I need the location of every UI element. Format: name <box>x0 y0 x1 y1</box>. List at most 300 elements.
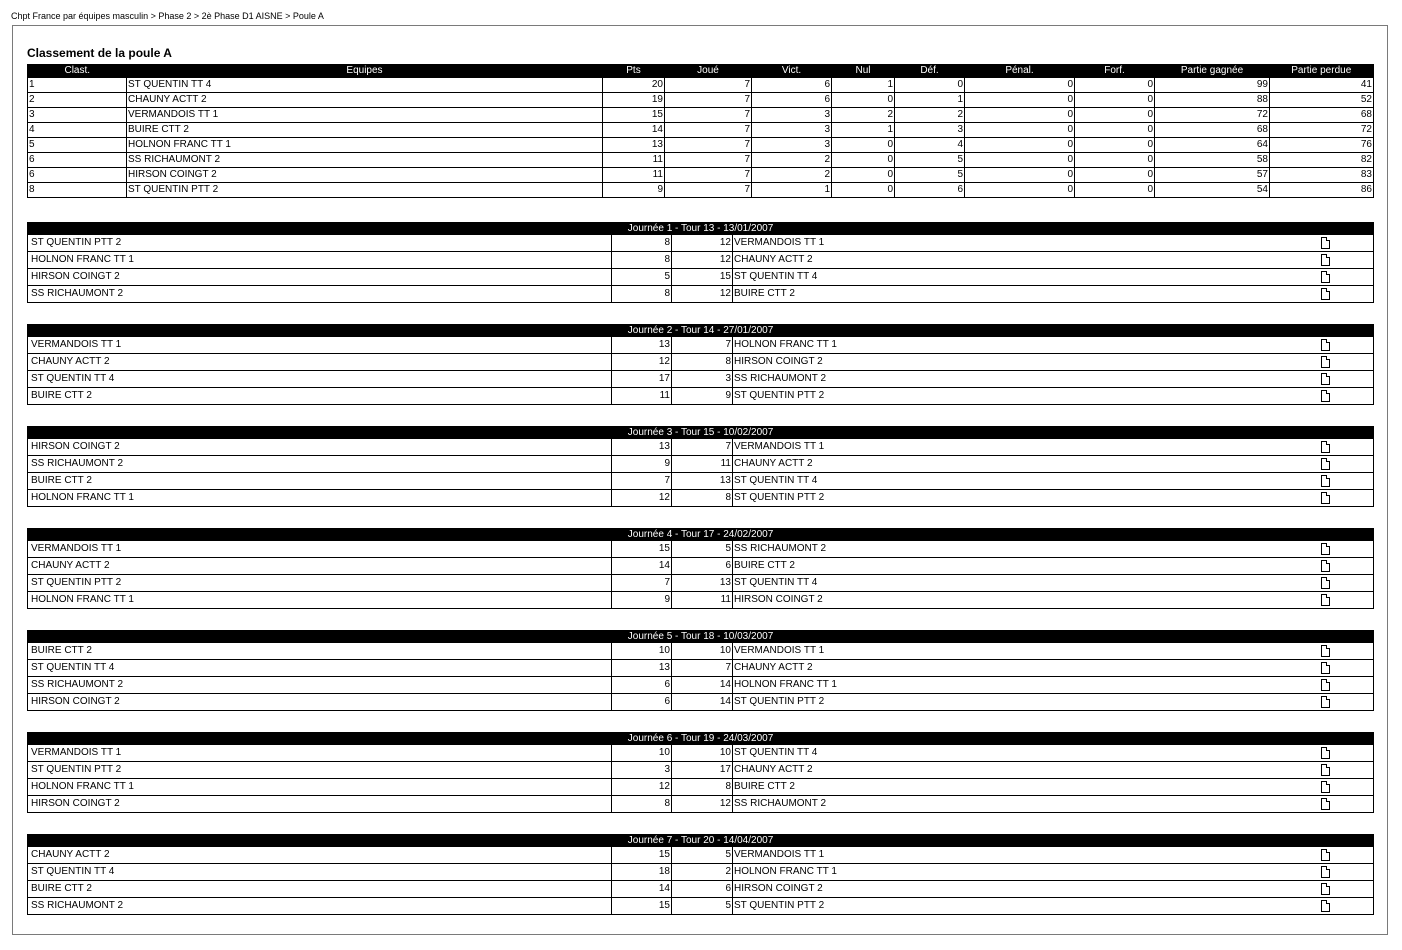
col-header: Equipes <box>127 65 603 78</box>
away-score: 10 <box>672 643 733 660</box>
home-team: BUIRE CTT 2 <box>28 473 612 490</box>
col-header: Partie gagnée <box>1155 65 1270 78</box>
match-sheet-link[interactable] <box>1314 337 1374 354</box>
table-cell: 1 <box>28 78 127 93</box>
home-score: 14 <box>612 881 672 898</box>
col-header: Joué <box>665 65 752 78</box>
table-row <box>28 183 1374 198</box>
match-sheet-link[interactable] <box>1314 456 1374 473</box>
away-score: 5 <box>672 898 733 915</box>
table-row <box>28 138 1374 153</box>
document-icon[interactable] <box>1321 747 1330 759</box>
away-team: VERMANDOIS TT 1 <box>733 235 1314 252</box>
table-row <box>28 123 1374 138</box>
away-score: 2 <box>672 864 733 881</box>
match-sheet-link[interactable] <box>1314 694 1374 711</box>
table-cell: 7 <box>665 153 752 168</box>
table-cell: 13 <box>603 138 665 153</box>
ranking-table <box>27 64 1374 198</box>
journee-title: Journée 5 - Tour 18 - 10/03/2007 <box>28 631 1374 644</box>
home-score: 6 <box>612 677 672 694</box>
home-score: 10 <box>612 745 672 762</box>
home-score: 12 <box>612 490 672 507</box>
col-header: Partie perdue <box>1270 65 1374 78</box>
home-team: HIRSON COINGT 2 <box>28 796 612 813</box>
away-score: 8 <box>672 779 733 796</box>
away-score: 12 <box>672 235 733 252</box>
home-team: BUIRE CTT 2 <box>28 388 612 405</box>
match-row <box>28 779 1374 796</box>
table-cell: 52 <box>1270 93 1374 108</box>
col-header: Déf. <box>895 65 965 78</box>
table-cell: 1 <box>832 123 895 138</box>
document-icon[interactable] <box>1321 900 1330 912</box>
match-row <box>28 558 1374 575</box>
match-row <box>28 762 1374 779</box>
match-row <box>28 575 1374 592</box>
away-score: 8 <box>672 354 733 371</box>
journee-table <box>27 324 1374 405</box>
table-cell: 76 <box>1270 138 1374 153</box>
match-row <box>28 456 1374 473</box>
away-team: HOLNON FRANC TT 1 <box>733 864 1314 881</box>
table-cell: 3 <box>752 108 832 123</box>
home-score: 12 <box>612 779 672 796</box>
document-icon[interactable] <box>1321 390 1330 402</box>
home-team: SS RICHAUMONT 2 <box>28 677 612 694</box>
table-cell: 2 <box>752 153 832 168</box>
home-score: 10 <box>612 643 672 660</box>
match-row <box>28 881 1374 898</box>
document-icon[interactable] <box>1321 339 1330 351</box>
away-team: CHAUNY ACTT 2 <box>733 762 1314 779</box>
home-score: 13 <box>612 439 672 456</box>
table-cell: 72 <box>1270 123 1374 138</box>
match-sheet-link[interactable] <box>1314 541 1374 558</box>
match-row <box>28 541 1374 558</box>
home-team: BUIRE CTT 2 <box>28 881 612 898</box>
away-team: ST QUENTIN TT 4 <box>733 473 1314 490</box>
home-team: ST QUENTIN TT 4 <box>28 660 612 677</box>
match-row <box>28 796 1374 813</box>
table-cell: 0 <box>1075 138 1155 153</box>
table-row <box>28 168 1374 183</box>
table-cell: 2 <box>832 108 895 123</box>
table-row <box>28 93 1374 108</box>
away-team: ST QUENTIN TT 4 <box>733 575 1314 592</box>
match-row <box>28 677 1374 694</box>
table-cell: 0 <box>832 183 895 198</box>
match-sheet-link[interactable] <box>1314 660 1374 677</box>
table-cell: 0 <box>965 123 1075 138</box>
away-team: HOLNON FRANC TT 1 <box>733 337 1314 354</box>
away-score: 7 <box>672 439 733 456</box>
match-row <box>28 660 1374 677</box>
match-sheet-link[interactable] <box>1314 490 1374 507</box>
table-row <box>28 108 1374 123</box>
table-cell: 11 <box>603 168 665 183</box>
match-row <box>28 252 1374 269</box>
journee-title: Journée 1 - Tour 13 - 13/01/2007 <box>28 223 1374 236</box>
table-cell: 4 <box>28 123 127 138</box>
away-team: SS RICHAUMONT 2 <box>733 371 1314 388</box>
table-cell: 0 <box>965 93 1075 108</box>
home-score: 3 <box>612 762 672 779</box>
journee-table <box>27 732 1374 813</box>
document-icon[interactable] <box>1321 696 1330 708</box>
home-score: 15 <box>612 541 672 558</box>
match-row <box>28 490 1374 507</box>
journee-table <box>27 630 1374 711</box>
home-score: 8 <box>612 286 672 303</box>
document-icon[interactable] <box>1321 254 1330 266</box>
away-score: 12 <box>672 286 733 303</box>
away-team: VERMANDOIS TT 1 <box>733 643 1314 660</box>
home-team: SS RICHAUMONT 2 <box>28 898 612 915</box>
team-name: BUIRE CTT 2 <box>127 123 603 138</box>
table-cell: 0 <box>1075 123 1155 138</box>
ranking-header-row <box>28 65 1374 78</box>
away-team: SS RICHAUMONT 2 <box>733 541 1314 558</box>
document-icon[interactable] <box>1321 764 1330 776</box>
away-score: 6 <box>672 881 733 898</box>
team-name: SS RICHAUMONT 2 <box>127 153 603 168</box>
table-cell: 68 <box>1270 108 1374 123</box>
col-header: Vict. <box>752 65 832 78</box>
home-score: 13 <box>612 337 672 354</box>
away-team: BUIRE CTT 2 <box>733 286 1314 303</box>
match-row <box>28 898 1374 915</box>
match-sheet-link[interactable] <box>1314 677 1374 694</box>
table-cell: 1 <box>895 93 965 108</box>
col-header: Nul <box>832 65 895 78</box>
table-cell: 0 <box>965 168 1075 183</box>
document-icon[interactable] <box>1321 849 1330 861</box>
home-team: ST QUENTIN TT 4 <box>28 371 612 388</box>
home-score: 7 <box>612 473 672 490</box>
table-cell: 64 <box>1155 138 1270 153</box>
away-score: 11 <box>672 456 733 473</box>
away-team: HIRSON COINGT 2 <box>733 592 1314 609</box>
table-cell: 3 <box>895 123 965 138</box>
away-team: VERMANDOIS TT 1 <box>733 847 1314 864</box>
match-sheet-link[interactable] <box>1314 473 1374 490</box>
table-cell: 58 <box>1155 153 1270 168</box>
breadcrumb: Chpt France par équipes masculin > Phase 2 > 2è Phase D1 AISNE > Poule A <box>11 11 324 21</box>
away-team: ST QUENTIN PTT 2 <box>733 388 1314 405</box>
table-cell: 54 <box>1155 183 1270 198</box>
home-score: 8 <box>612 796 672 813</box>
match-row <box>28 473 1374 490</box>
team-name: ST QUENTIN PTT 2 <box>127 183 603 198</box>
document-icon[interactable] <box>1321 560 1330 572</box>
table-cell: 0 <box>1075 93 1155 108</box>
away-score: 14 <box>672 677 733 694</box>
document-icon[interactable] <box>1321 492 1330 504</box>
table-cell: 0 <box>1075 168 1155 183</box>
away-team: CHAUNY ACTT 2 <box>733 252 1314 269</box>
home-team: ST QUENTIN PTT 2 <box>28 235 612 252</box>
document-icon[interactable] <box>1321 237 1330 249</box>
home-team: VERMANDOIS TT 1 <box>28 337 612 354</box>
table-cell: 0 <box>965 108 1075 123</box>
home-score: 9 <box>612 592 672 609</box>
table-cell: 88 <box>1155 93 1270 108</box>
table-cell: 0 <box>1075 183 1155 198</box>
team-name: ST QUENTIN TT 4 <box>127 78 603 93</box>
match-row <box>28 592 1374 609</box>
away-score: 13 <box>672 473 733 490</box>
document-icon[interactable] <box>1321 679 1330 691</box>
away-score: 13 <box>672 575 733 592</box>
match-sheet-link[interactable] <box>1314 881 1374 898</box>
table-row <box>28 78 1374 93</box>
home-score: 18 <box>612 864 672 881</box>
col-header: Pts <box>603 65 665 78</box>
table-cell: 19 <box>603 93 665 108</box>
home-team: HOLNON FRANC TT 1 <box>28 592 612 609</box>
match-row <box>28 337 1374 354</box>
away-team: SS RICHAUMONT 2 <box>733 796 1314 813</box>
table-cell: 14 <box>603 123 665 138</box>
match-sheet-link[interactable] <box>1314 796 1374 813</box>
document-icon[interactable] <box>1321 798 1330 810</box>
match-sheet-link[interactable] <box>1314 439 1374 456</box>
away-score: 5 <box>672 847 733 864</box>
table-cell: 83 <box>1270 168 1374 183</box>
table-cell: 3 <box>752 138 832 153</box>
col-header: Pénal. <box>965 65 1075 78</box>
match-row <box>28 643 1374 660</box>
table-cell: 41 <box>1270 78 1374 93</box>
table-cell: 0 <box>832 138 895 153</box>
away-team: VERMANDOIS TT 1 <box>733 439 1314 456</box>
table-cell: 57 <box>1155 168 1270 183</box>
away-score: 3 <box>672 371 733 388</box>
document-icon[interactable] <box>1321 356 1330 368</box>
team-name: HOLNON FRANC TT 1 <box>127 138 603 153</box>
home-score: 8 <box>612 252 672 269</box>
away-score: 10 <box>672 745 733 762</box>
journee-title: Journée 7 - Tour 20 - 14/04/2007 <box>28 835 1374 848</box>
home-team: CHAUNY ACTT 2 <box>28 354 612 371</box>
table-cell: 0 <box>965 78 1075 93</box>
match-row <box>28 354 1374 371</box>
away-team: ST QUENTIN PTT 2 <box>733 694 1314 711</box>
match-sheet-link[interactable] <box>1314 643 1374 660</box>
match-sheet-link[interactable] <box>1314 269 1374 286</box>
home-team: VERMANDOIS TT 1 <box>28 541 612 558</box>
home-score: 5 <box>612 269 672 286</box>
away-team: HOLNON FRANC TT 1 <box>733 677 1314 694</box>
match-row <box>28 371 1374 388</box>
document-icon[interactable] <box>1321 288 1330 300</box>
away-score: 12 <box>672 796 733 813</box>
match-sheet-link[interactable] <box>1314 235 1374 252</box>
table-cell: 3 <box>752 123 832 138</box>
document-icon[interactable] <box>1321 594 1330 606</box>
away-score: 7 <box>672 660 733 677</box>
away-score: 15 <box>672 269 733 286</box>
document-icon[interactable] <box>1321 577 1330 589</box>
journee-title: Journée 4 - Tour 17 - 24/02/2007 <box>28 529 1374 542</box>
match-row <box>28 269 1374 286</box>
away-score: 5 <box>672 541 733 558</box>
table-cell: 5 <box>28 138 127 153</box>
table-cell: 4 <box>895 138 965 153</box>
journee-table <box>27 222 1374 303</box>
journee-title: Journée 2 - Tour 14 - 27/01/2007 <box>28 325 1374 338</box>
table-cell: 0 <box>895 78 965 93</box>
table-cell: 5 <box>895 168 965 183</box>
table-cell: 5 <box>895 153 965 168</box>
match-sheet-link[interactable] <box>1314 847 1374 864</box>
away-team: ST QUENTIN PTT 2 <box>733 898 1314 915</box>
table-cell: 2 <box>895 108 965 123</box>
away-team: BUIRE CTT 2 <box>733 779 1314 796</box>
match-sheet-link[interactable] <box>1314 864 1374 881</box>
table-cell: 2 <box>752 168 832 183</box>
table-cell: 7 <box>665 123 752 138</box>
journee-title: Journée 6 - Tour 19 - 24/03/2007 <box>28 733 1374 746</box>
home-score: 12 <box>612 354 672 371</box>
away-team: HIRSON COINGT 2 <box>733 354 1314 371</box>
match-sheet-link[interactable] <box>1314 779 1374 796</box>
home-score: 15 <box>612 847 672 864</box>
table-cell: 0 <box>1075 153 1155 168</box>
home-score: 14 <box>612 558 672 575</box>
table-cell: 6 <box>28 168 127 183</box>
table-cell: 72 <box>1155 108 1270 123</box>
table-cell: 7 <box>665 78 752 93</box>
away-team: ST QUENTIN TT 4 <box>733 745 1314 762</box>
match-row <box>28 847 1374 864</box>
away-team: BUIRE CTT 2 <box>733 558 1314 575</box>
away-score: 7 <box>672 337 733 354</box>
match-row <box>28 694 1374 711</box>
document-icon[interactable] <box>1321 458 1330 470</box>
home-team: BUIRE CTT 2 <box>28 643 612 660</box>
match-row <box>28 286 1374 303</box>
journee-title: Journée 3 - Tour 15 - 10/02/2007 <box>28 427 1374 440</box>
match-sheet-link[interactable] <box>1314 388 1374 405</box>
away-score: 6 <box>672 558 733 575</box>
table-cell: 6 <box>752 93 832 108</box>
table-cell: 0 <box>1075 78 1155 93</box>
match-row <box>28 388 1374 405</box>
table-cell: 20 <box>603 78 665 93</box>
table-cell: 0 <box>965 183 1075 198</box>
document-icon[interactable] <box>1321 543 1330 555</box>
away-team: HIRSON COINGT 2 <box>733 881 1314 898</box>
document-icon[interactable] <box>1321 475 1330 487</box>
match-sheet-link[interactable] <box>1314 371 1374 388</box>
table-cell: 86 <box>1270 183 1374 198</box>
home-team: HOLNON FRANC TT 1 <box>28 779 612 796</box>
match-sheet-link[interactable] <box>1314 354 1374 371</box>
table-cell: 7 <box>665 138 752 153</box>
table-cell: 6 <box>752 78 832 93</box>
match-sheet-link[interactable] <box>1314 252 1374 269</box>
away-score: 17 <box>672 762 733 779</box>
table-cell: 0 <box>832 153 895 168</box>
document-icon[interactable] <box>1321 866 1330 878</box>
table-cell: 0 <box>965 153 1075 168</box>
match-sheet-link[interactable] <box>1314 575 1374 592</box>
table-cell: 2 <box>28 93 127 108</box>
home-score: 9 <box>612 456 672 473</box>
home-team: HIRSON COINGT 2 <box>28 269 612 286</box>
team-name: HIRSON COINGT 2 <box>127 168 603 183</box>
document-icon[interactable] <box>1321 441 1330 453</box>
table-cell: 7 <box>665 93 752 108</box>
away-score: 8 <box>672 490 733 507</box>
match-sheet-link[interactable] <box>1314 898 1374 915</box>
away-score: 11 <box>672 592 733 609</box>
document-icon[interactable] <box>1321 645 1330 657</box>
away-team: CHAUNY ACTT 2 <box>733 456 1314 473</box>
match-sheet-link[interactable] <box>1314 286 1374 303</box>
table-cell: 68 <box>1155 123 1270 138</box>
home-team: HOLNON FRANC TT 1 <box>28 252 612 269</box>
table-cell: 0 <box>965 138 1075 153</box>
team-name: CHAUNY ACTT 2 <box>127 93 603 108</box>
home-team: SS RICHAUMONT 2 <box>28 456 612 473</box>
match-sheet-link[interactable] <box>1314 762 1374 779</box>
table-cell: 7 <box>665 168 752 183</box>
away-score: 12 <box>672 252 733 269</box>
journee-table <box>27 426 1374 507</box>
away-team: ST QUENTIN PTT 2 <box>733 490 1314 507</box>
journee-table <box>27 528 1374 609</box>
col-header: Clast. <box>28 65 127 78</box>
away-score: 9 <box>672 388 733 405</box>
table-cell: 8 <box>28 183 127 198</box>
document-icon[interactable] <box>1321 781 1330 793</box>
home-score: 7 <box>612 575 672 592</box>
away-team: CHAUNY ACTT 2 <box>733 660 1314 677</box>
home-score: 15 <box>612 898 672 915</box>
home-score: 8 <box>612 235 672 252</box>
document-icon[interactable] <box>1321 883 1330 895</box>
table-cell: 82 <box>1270 153 1374 168</box>
document-icon[interactable] <box>1321 271 1330 283</box>
match-sheet-link[interactable] <box>1314 558 1374 575</box>
match-sheet-link[interactable] <box>1314 745 1374 762</box>
table-cell: 6 <box>895 183 965 198</box>
home-score: 11 <box>612 388 672 405</box>
home-team: HIRSON COINGT 2 <box>28 694 612 711</box>
table-cell: 0 <box>832 93 895 108</box>
home-team: ST QUENTIN PTT 2 <box>28 762 612 779</box>
table-cell: 1 <box>832 78 895 93</box>
home-team: CHAUNY ACTT 2 <box>28 847 612 864</box>
home-team: ST QUENTIN TT 4 <box>28 864 612 881</box>
home-team: CHAUNY ACTT 2 <box>28 558 612 575</box>
match-sheet-link[interactable] <box>1314 592 1374 609</box>
home-team: ST QUENTIN PTT 2 <box>28 575 612 592</box>
table-cell: 1 <box>752 183 832 198</box>
document-icon[interactable] <box>1321 373 1330 385</box>
table-cell: 11 <box>603 153 665 168</box>
table-cell: 15 <box>603 108 665 123</box>
home-team: VERMANDOIS TT 1 <box>28 745 612 762</box>
match-row <box>28 745 1374 762</box>
home-score: 6 <box>612 694 672 711</box>
match-row <box>28 235 1374 252</box>
match-row <box>28 439 1374 456</box>
document-icon[interactable] <box>1321 662 1330 674</box>
